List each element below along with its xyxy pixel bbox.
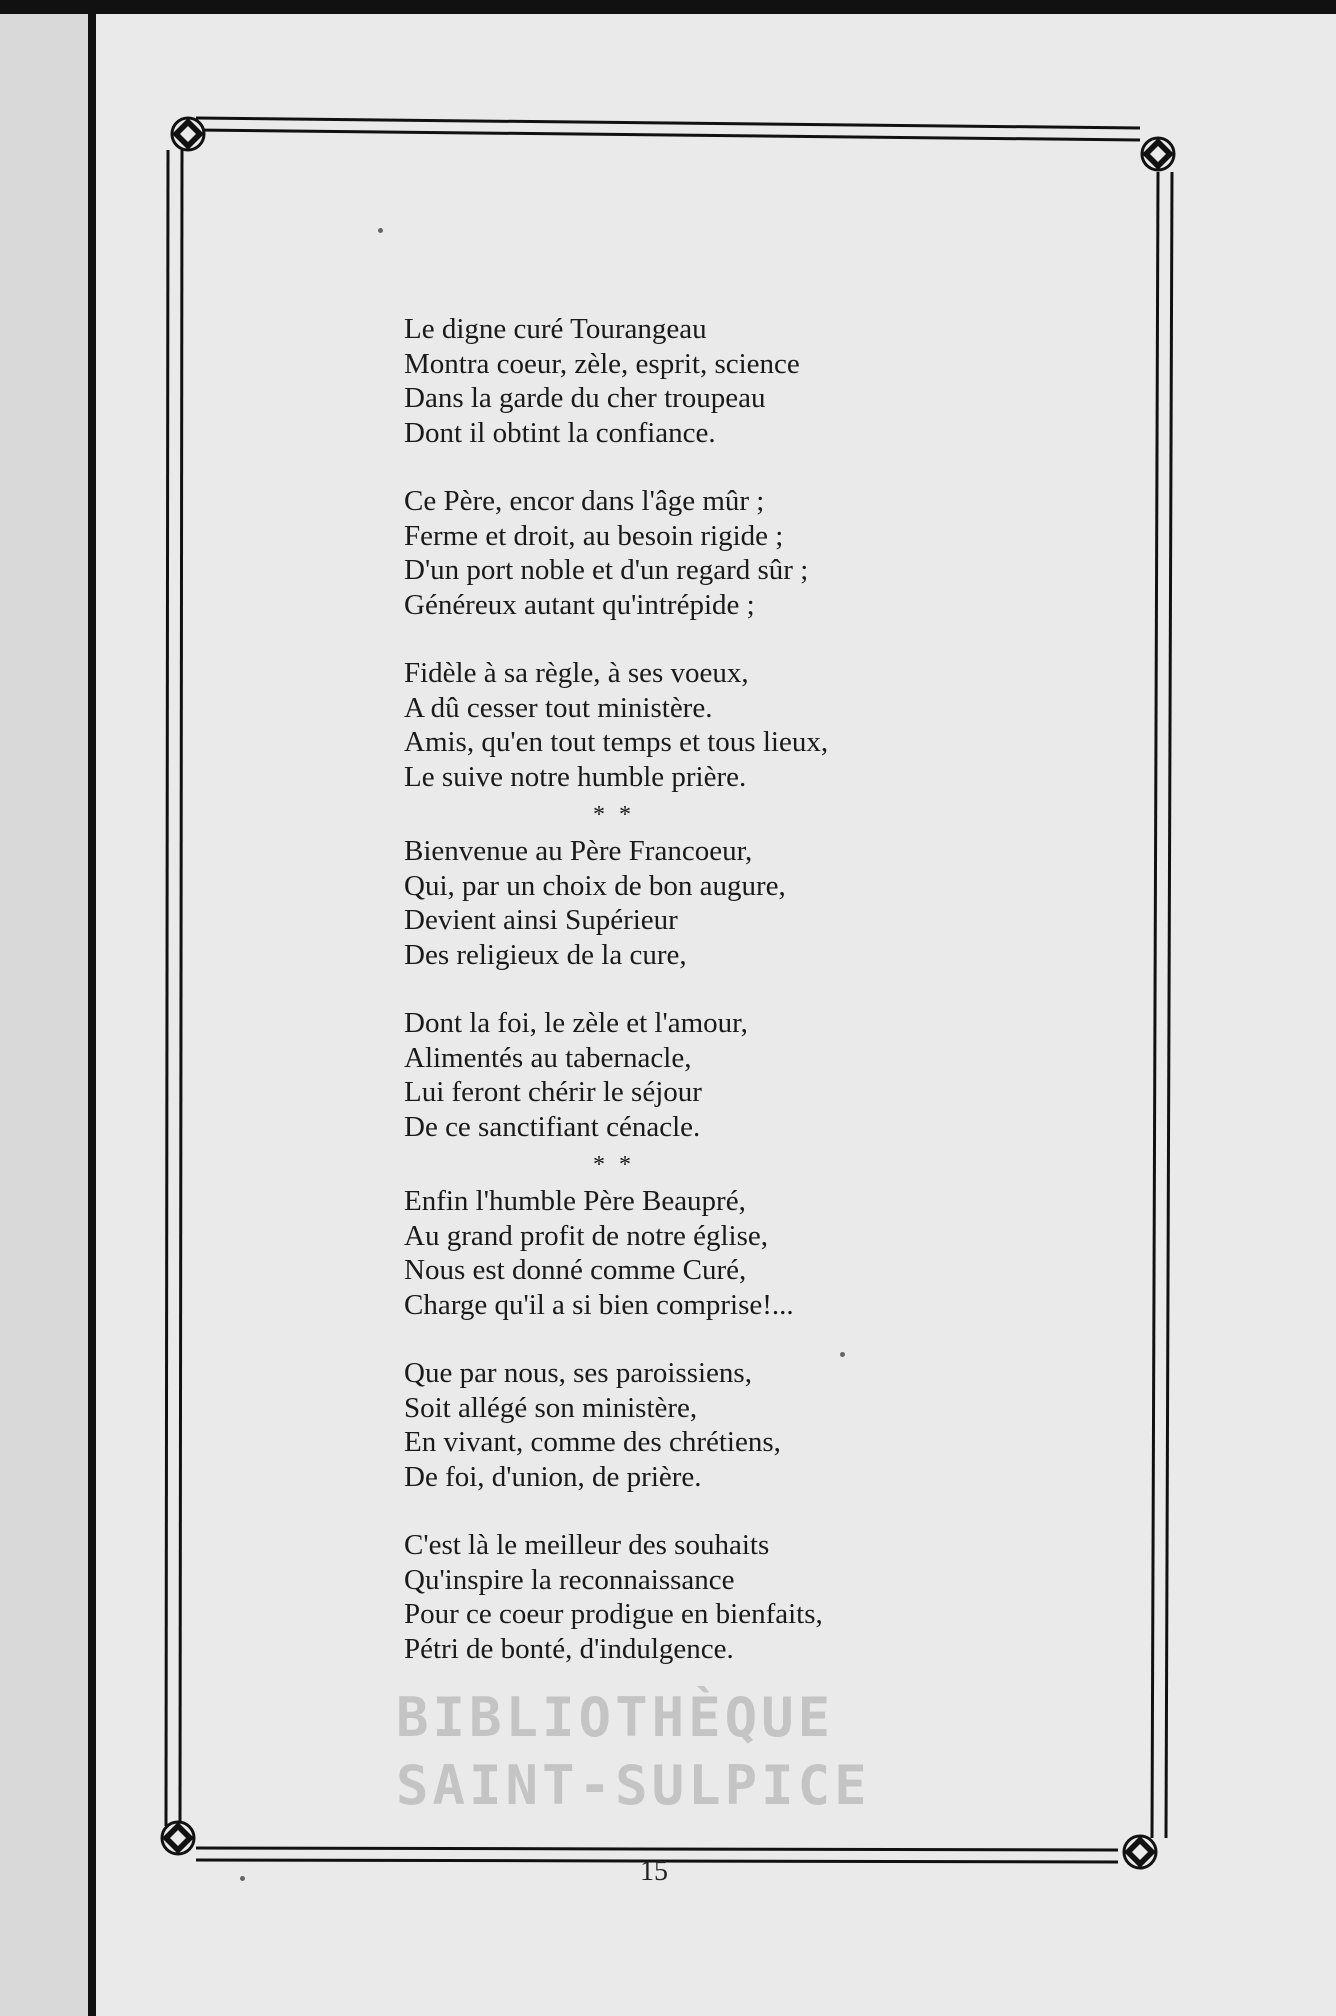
stanza [404,1356,964,1494]
poem-line: Qui, par un choix de bon augure, [404,869,786,902]
poem-line: En vivant, comme des chrétiens, [404,1426,781,1458]
poem-line: Ce Père, encor dans l'âge mûr ; [404,485,765,517]
poem-line: Nous est donné comme Curé, [404,1254,747,1286]
poem-line: Alimentés au tabernacle, [404,1041,692,1074]
speck [240,1876,245,1881]
stanza [404,1528,964,1666]
poem-line: Pétri de bonté, d'indulgence. [404,1632,734,1665]
poem-line: Dont il obtint la confiance. [404,416,716,449]
stanza [404,834,964,972]
poem-line: Soit allégé son ministère, [404,1391,698,1424]
poem-line: Qu'inspire la reconnaissance [404,1563,735,1596]
speck [840,1352,845,1357]
stanza [404,1006,964,1144]
poem-line: Lui feront chérir le séjour [404,1076,702,1108]
section-separator: * * [593,802,635,828]
poem-line: Des religieux de la cure, [404,938,687,971]
stanza [404,312,964,450]
facing-page-edge [0,14,88,2016]
poem-line: Devient ainsi Supérieur [404,904,678,936]
poem-line: D'un port noble et d'un regard sûr ; [404,554,809,586]
poem-line: Le digne curé Tourangeau [404,313,707,345]
stanza [404,484,964,622]
poem-line: Dans la garde du cher troupeau [404,382,766,414]
page-number: 15 [640,1856,668,1887]
stanza [404,656,964,794]
poem-line: Bienvenue au Père Francoeur, [404,835,753,867]
library-perforation-stamp [396,1684,896,1834]
poem-line: C'est là le meilleur des souhaits [404,1529,770,1561]
poem-line: Que par nous, ses paroissiens, [404,1357,752,1389]
poem-line: Dont la foi, le zèle et l'amour, [404,1007,748,1039]
poem-line: Charge qu'il a si bien comprise!... [404,1288,794,1321]
poem [404,312,964,1700]
poem-line: Ferme et droit, au besoin rigide ; [404,519,784,552]
poem-line: De foi, d'union, de prière. [404,1460,702,1493]
speck [378,228,383,233]
poem-line: Pour ce coeur prodigue en bienfaits, [404,1598,823,1630]
stamp-line: BIBLIOTHÈQUE [396,1686,835,1749]
stanza [404,1184,964,1322]
poem-line: Amis, qu'en tout temps et tous lieux, [404,726,829,758]
poem-line: A dû cesser tout ministère. [404,691,713,724]
poem-line: Au grand profit de notre église, [404,1219,769,1252]
poem-line: Le suive notre humble prière. [404,760,747,793]
poem-line: Montra coeur, zèle, esprit, science [404,347,800,380]
poem-line: Enfin l'humble Père Beaupré, [404,1185,746,1217]
stamp-line: SAINT-SULPICE [396,1754,871,1817]
poem-line: De ce sanctifiant cénacle. [404,1110,701,1143]
section-separator: * * [593,1152,635,1178]
poem-line: Généreux autant qu'intrépide ; [404,588,755,621]
poem-line: Fidèle à sa règle, à ses voeux, [404,657,749,689]
